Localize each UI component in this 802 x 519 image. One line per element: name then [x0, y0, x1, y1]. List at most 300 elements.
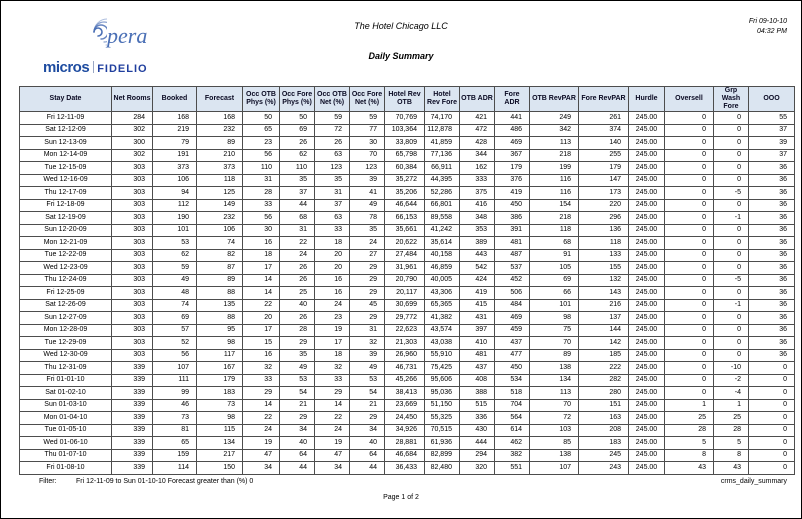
cell: 303	[112, 262, 153, 275]
cell: 408	[460, 374, 495, 387]
cell: 65,798	[385, 149, 425, 162]
cell: 35,661	[385, 224, 425, 237]
cell: 0	[749, 449, 795, 462]
cell: 70	[530, 337, 579, 350]
cell: 0	[665, 112, 714, 125]
stay-date-cell: Wed 12-16-09	[20, 174, 112, 187]
column-header: OTB ADR	[460, 87, 495, 112]
table-row	[20, 399, 795, 412]
cell: 35,206	[385, 187, 425, 200]
cell: 106	[197, 224, 243, 237]
cell: 0	[665, 262, 714, 275]
cell: 95	[197, 324, 243, 337]
cell: 85	[530, 437, 579, 450]
cell: 245.00	[629, 399, 665, 412]
cell: 45,266	[385, 374, 425, 387]
cell: 26	[280, 274, 315, 287]
cell: 95,606	[425, 374, 460, 387]
cell: 245.00	[629, 337, 665, 350]
cell: 49	[350, 199, 385, 212]
cell: 217	[197, 449, 243, 462]
stay-date-cell: Sun 12-27-09	[20, 312, 112, 325]
cell: 376	[495, 174, 530, 187]
cell: 36	[749, 299, 795, 312]
daily-summary-table	[19, 86, 795, 475]
cell: 123	[315, 162, 350, 175]
cell: 53	[350, 374, 385, 387]
cell: 24	[350, 237, 385, 250]
cell: 450	[495, 199, 530, 212]
cell: 339	[112, 437, 153, 450]
cell: 36	[749, 187, 795, 200]
cell: 245.00	[629, 274, 665, 287]
cell: 114	[153, 462, 197, 475]
cell: 375	[460, 187, 495, 200]
cell: 32	[243, 362, 280, 375]
cell: 55	[749, 112, 795, 125]
cell: 25	[665, 412, 714, 425]
cell: 303	[112, 324, 153, 337]
column-header: Occ OTB Net (%)	[315, 87, 350, 112]
cell: 534	[495, 374, 530, 387]
cell: 101	[530, 299, 579, 312]
cell: 168	[153, 112, 197, 125]
report-company: The Hotel Chicago LLC	[354, 21, 448, 31]
column-header: OTB RevPAR	[530, 87, 579, 112]
cell: 245	[579, 449, 629, 462]
column-header: Booked	[153, 87, 197, 112]
cell: 0	[714, 262, 749, 275]
cell: 22,623	[385, 324, 425, 337]
stay-date-cell: Wed 12-23-09	[20, 262, 112, 275]
stay-date-cell: Tue 12-15-09	[20, 162, 112, 175]
cell: 19	[315, 324, 350, 337]
cell: 33	[315, 374, 350, 387]
cell: 167	[197, 362, 243, 375]
cell: 31	[315, 187, 350, 200]
cell: 296	[579, 212, 629, 225]
stay-date-cell: Mon 12-21-09	[20, 237, 112, 250]
table-row	[20, 212, 795, 225]
cell: 481	[460, 349, 495, 362]
stay-date-cell: Wed 01-06-10	[20, 437, 112, 450]
stay-date-cell: Sun 12-20-09	[20, 224, 112, 237]
table-row	[20, 287, 795, 300]
cell: 373	[153, 162, 197, 175]
cell: 56	[243, 149, 280, 162]
cell: 69	[153, 312, 197, 325]
cell: 64	[350, 449, 385, 462]
cell: 74,170	[425, 112, 460, 125]
micros-fidelio-logo	[43, 59, 148, 77]
cell: 218	[530, 149, 579, 162]
cell: 87	[197, 262, 243, 275]
cell: 41	[350, 187, 385, 200]
table-row	[20, 274, 795, 287]
cell: 441	[495, 112, 530, 125]
report-title: Daily Summary	[368, 51, 434, 61]
cell: 282	[579, 374, 629, 387]
cell: 437	[495, 337, 530, 350]
cell: 245.00	[629, 124, 665, 137]
cell: 245.00	[629, 199, 665, 212]
cell: 20	[315, 262, 350, 275]
cell: 21	[350, 399, 385, 412]
cell: 18	[315, 349, 350, 362]
cell: 0	[665, 349, 714, 362]
cell: 40,005	[425, 274, 460, 287]
stay-date-cell: Fri 01-01-10	[20, 374, 112, 387]
cell: 0	[665, 162, 714, 175]
cell: 245.00	[629, 262, 665, 275]
cell: 39	[350, 349, 385, 362]
cell: 0	[665, 387, 714, 400]
cell: 35	[280, 174, 315, 187]
cell: -2	[714, 374, 749, 387]
cell: 98	[197, 412, 243, 425]
cell: 410	[460, 337, 495, 350]
cell: 36	[749, 249, 795, 262]
cell: 89	[197, 137, 243, 150]
cell: 245.00	[629, 249, 665, 262]
cell: 0	[714, 124, 749, 137]
stay-date-cell: Thu 12-17-09	[20, 187, 112, 200]
cell: 179	[197, 374, 243, 387]
cell: 208	[579, 424, 629, 437]
stay-date-cell: Thu 12-24-09	[20, 274, 112, 287]
cell: 31	[280, 224, 315, 237]
cell: 255	[579, 149, 629, 162]
cell: 41,242	[425, 224, 460, 237]
cell: 134	[197, 437, 243, 450]
cell: 40	[350, 437, 385, 450]
cell: 18	[315, 237, 350, 250]
cell: 245.00	[629, 137, 665, 150]
cell: 183	[197, 387, 243, 400]
cell: 36	[749, 262, 795, 275]
cell: 16	[315, 287, 350, 300]
cell: 23,669	[385, 399, 425, 412]
cell: 300	[112, 137, 153, 150]
cell: 36	[749, 337, 795, 350]
cell: 18	[243, 249, 280, 262]
cell: 0	[714, 249, 749, 262]
cell: 29	[350, 262, 385, 275]
cell: 46,684	[385, 449, 425, 462]
cell: 26	[315, 137, 350, 150]
cell: 21	[280, 399, 315, 412]
cell: 110	[243, 162, 280, 175]
cell: 43	[665, 462, 714, 475]
cell: 29	[280, 337, 315, 350]
cell: 245.00	[629, 449, 665, 462]
cell: 136	[579, 224, 629, 237]
cell: 31	[350, 324, 385, 337]
cell: 155	[579, 262, 629, 275]
cell: 24	[280, 249, 315, 262]
cell: 61,936	[425, 437, 460, 450]
cell: 303	[112, 249, 153, 262]
cell: 29	[350, 312, 385, 325]
column-header: OOO	[749, 87, 795, 112]
table-row	[20, 299, 795, 312]
cell: 477	[495, 349, 530, 362]
cell: 138	[530, 449, 579, 462]
cell: 46,644	[385, 199, 425, 212]
cell: 36	[749, 174, 795, 187]
cell: 14	[243, 287, 280, 300]
column-header: Oversell	[665, 87, 714, 112]
cell: 0	[749, 399, 795, 412]
cell: 132	[579, 274, 629, 287]
cell: 73	[153, 412, 197, 425]
table-row	[20, 262, 795, 275]
cell: 389	[460, 237, 495, 250]
cell: 0	[665, 299, 714, 312]
cell: 33	[243, 374, 280, 387]
cell: 36	[749, 312, 795, 325]
cell: 26	[280, 262, 315, 275]
cell: 59	[315, 112, 350, 125]
cell: 232	[197, 124, 243, 137]
stay-date-cell: Thu 01-07-10	[20, 449, 112, 462]
cell: 29	[350, 412, 385, 425]
cell: 22	[315, 412, 350, 425]
column-header: Occ Fore Phys (%)	[280, 87, 315, 112]
cell: 37	[280, 187, 315, 200]
cell: 45	[350, 299, 385, 312]
cell: 0	[749, 387, 795, 400]
stay-date-cell: Wed 12-30-09	[20, 349, 112, 362]
table-row	[20, 112, 795, 125]
cell: 339	[112, 362, 153, 375]
cell: 134	[530, 374, 579, 387]
cell: 118	[530, 224, 579, 237]
cell: 0	[714, 324, 749, 337]
stay-date-cell: Sun 12-13-09	[20, 137, 112, 150]
cell: 73	[197, 399, 243, 412]
cell: 232	[197, 212, 243, 225]
column-header: Hurdle	[629, 87, 665, 112]
cell: 36	[749, 224, 795, 237]
cell: 0	[665, 362, 714, 375]
table-row	[20, 124, 795, 137]
cell: 0	[665, 124, 714, 137]
filter-value: Fri 12-11-09 to Sun 01-10-10 Forecast greater than (%) 0	[76, 478, 254, 485]
cell: 43,574	[425, 324, 460, 337]
cell: 144	[579, 324, 629, 337]
logo-divider	[93, 61, 94, 73]
cell: 459	[495, 324, 530, 337]
print-time: 04:32 PM	[757, 28, 787, 35]
cell: 348	[460, 212, 495, 225]
table-row	[20, 374, 795, 387]
cell: 261	[579, 112, 629, 125]
cell: 89,558	[425, 212, 460, 225]
cell: 50	[243, 112, 280, 125]
cell: 25	[280, 287, 315, 300]
cell: 222	[579, 362, 629, 375]
cell: 56	[153, 349, 197, 362]
table-row	[20, 424, 795, 437]
cell: 89	[530, 349, 579, 362]
cell: 77,136	[425, 149, 460, 162]
table-row	[20, 449, 795, 462]
cell: 110	[280, 162, 315, 175]
cell: 59	[350, 112, 385, 125]
cell: 245.00	[629, 424, 665, 437]
cell: 0	[714, 337, 749, 350]
cell: 55,325	[425, 412, 460, 425]
cell: 33	[315, 224, 350, 237]
header-row	[20, 87, 795, 112]
cell: 23	[243, 137, 280, 150]
cell: 614	[495, 424, 530, 437]
cell: 5	[714, 437, 749, 450]
cell: 35	[315, 174, 350, 187]
cell: 373	[197, 162, 243, 175]
stay-date-cell: Sat 12-19-09	[20, 212, 112, 225]
cell: 107	[530, 462, 579, 475]
cell: 168	[197, 112, 243, 125]
cell: 70	[350, 149, 385, 162]
cell: 302	[112, 149, 153, 162]
cell: 0	[714, 287, 749, 300]
cell: 210	[197, 149, 243, 162]
cell: 29	[280, 412, 315, 425]
table-row	[20, 237, 795, 250]
cell: 52	[153, 337, 197, 350]
cell: 91	[530, 249, 579, 262]
cell: 70,769	[385, 112, 425, 125]
cell: 20,117	[385, 287, 425, 300]
cell: 415	[460, 299, 495, 312]
cell: 60,384	[385, 162, 425, 175]
cell: 339	[112, 412, 153, 425]
cell: 56	[243, 212, 280, 225]
cell: 82	[197, 249, 243, 262]
cell: 98	[530, 312, 579, 325]
table-row	[20, 149, 795, 162]
cell: 245.00	[629, 299, 665, 312]
cell: 245.00	[629, 174, 665, 187]
cell: 469	[495, 312, 530, 325]
cell: 245.00	[629, 237, 665, 250]
cell: 24	[243, 424, 280, 437]
cell: -5	[714, 187, 749, 200]
cell: 245.00	[629, 149, 665, 162]
cell: 220	[579, 199, 629, 212]
cell: 75,425	[425, 362, 460, 375]
cell: 424	[460, 274, 495, 287]
cell: 14	[315, 399, 350, 412]
cell: 1	[714, 399, 749, 412]
cell: 53	[280, 374, 315, 387]
cell: 88	[197, 287, 243, 300]
cell: 0	[665, 374, 714, 387]
cell: 303	[112, 212, 153, 225]
table-row	[20, 324, 795, 337]
stay-date-cell: Mon 12-14-09	[20, 149, 112, 162]
cell: 487	[495, 249, 530, 262]
cell: 147	[579, 174, 629, 187]
cell: 30	[243, 224, 280, 237]
cell: 62	[280, 149, 315, 162]
cell: 69	[280, 124, 315, 137]
cell: 116	[530, 174, 579, 187]
cell: 34	[350, 424, 385, 437]
cell: 116	[530, 187, 579, 200]
cell: 113	[530, 137, 579, 150]
stay-date-cell: Sat 12-26-09	[20, 299, 112, 312]
cell: 303	[112, 299, 153, 312]
cell: 135	[197, 299, 243, 312]
cell: 54	[350, 387, 385, 400]
cell: 27,484	[385, 249, 425, 262]
cell: 117	[197, 349, 243, 362]
column-header: Occ OTB Phys (%)	[243, 87, 280, 112]
table-row	[20, 362, 795, 375]
cell: 344	[460, 149, 495, 162]
cell: 0	[665, 237, 714, 250]
cell: 35	[350, 224, 385, 237]
column-header: Stay Date	[20, 87, 112, 112]
cell: 0	[714, 237, 749, 250]
cell: 89	[197, 274, 243, 287]
cell: 339	[112, 374, 153, 387]
cell: 62	[153, 249, 197, 262]
cell: 388	[460, 387, 495, 400]
cell: 245.00	[629, 324, 665, 337]
cell: 303	[112, 199, 153, 212]
cell: 199	[530, 162, 579, 175]
cell: 484	[495, 299, 530, 312]
cell: 26,960	[385, 349, 425, 362]
cell: 0	[749, 412, 795, 425]
column-header: Occ Fore Net (%)	[350, 87, 385, 112]
cell: 24	[315, 424, 350, 437]
cell: 303	[112, 187, 153, 200]
cell: 35,272	[385, 174, 425, 187]
cell: 336	[460, 412, 495, 425]
cell: 0	[749, 462, 795, 475]
cell: 72	[315, 124, 350, 137]
column-header: Fore ADR	[495, 87, 530, 112]
cell: 36	[749, 349, 795, 362]
cell: 216	[579, 299, 629, 312]
cell: -1	[714, 212, 749, 225]
stay-date-cell: Mon 01-04-10	[20, 412, 112, 425]
cell: -5	[714, 274, 749, 287]
cell: 95,036	[425, 387, 460, 400]
report-id: crms_daily_summary	[720, 478, 787, 485]
cell: 34	[315, 462, 350, 475]
cell: 46	[153, 399, 197, 412]
cell: 245.00	[629, 162, 665, 175]
cell: 75	[530, 324, 579, 337]
cell: 36,433	[385, 462, 425, 475]
cell: 44	[350, 462, 385, 475]
print-stamp	[749, 17, 787, 37]
cell: 191	[153, 149, 197, 162]
cell: 112	[153, 199, 197, 212]
cell: 46,731	[385, 362, 425, 375]
cell: 16	[243, 237, 280, 250]
cell: 515	[460, 399, 495, 412]
cell: 249	[530, 112, 579, 125]
cell: 17	[243, 324, 280, 337]
cell: 472	[460, 124, 495, 137]
